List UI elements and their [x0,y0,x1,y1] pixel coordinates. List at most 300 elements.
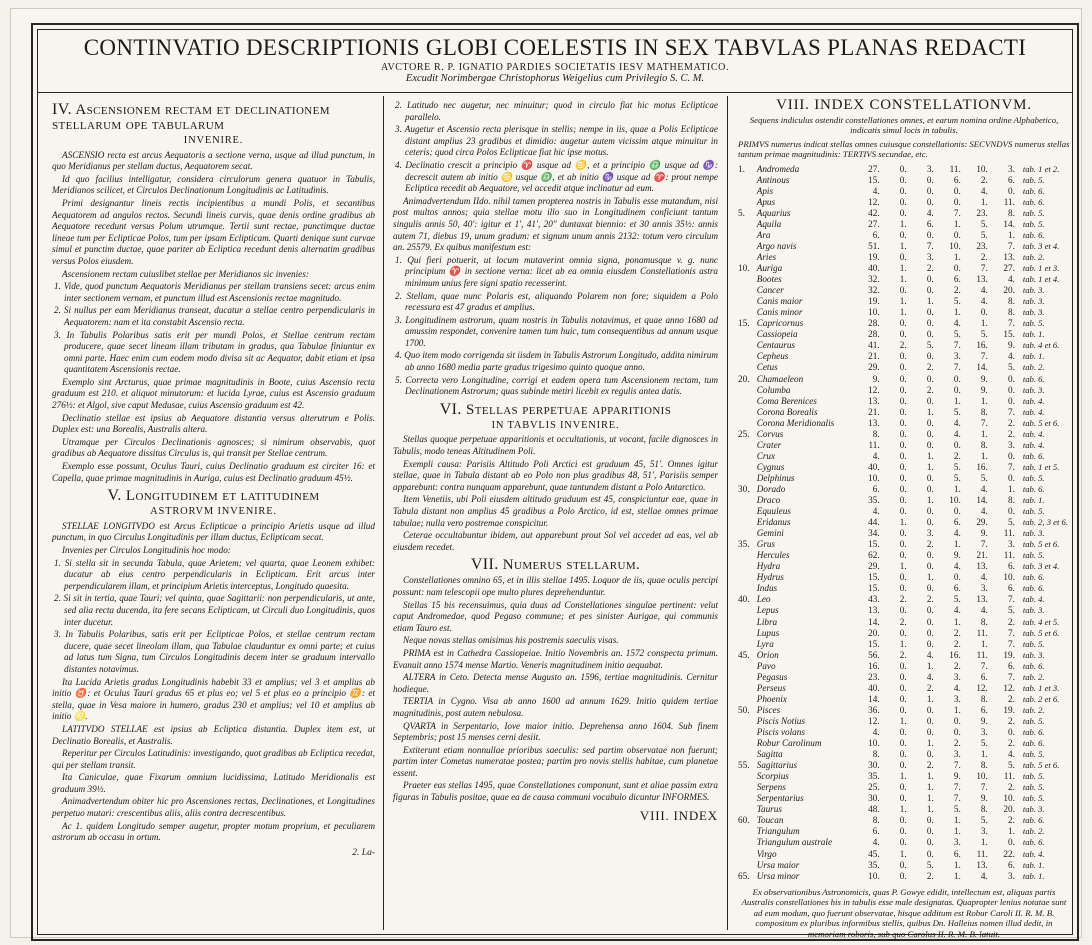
list-item: 1. Qui fieri potuerit, ut locum mutaverint omnia signa, ponamusque v. g. nunc principium ♈ in sectione verna: licet ab ea omnia eiusdem Constellationis astra minimum unius fere signi spatio recesserint. [395,254,718,288]
first-magnitude: 1. [899,240,907,251]
fifth-magnitude: 1. [1007,483,1015,494]
third-magnitude: 5. [953,804,961,815]
first-magnitude: 0. [899,782,907,793]
second-magnitude: 7. [926,240,934,251]
table-reference: tab. 2. [1022,671,1045,682]
second-magnitude: 1. [926,693,934,704]
row-number [738,639,757,650]
fourth-magnitude: 1. [980,837,988,848]
first-magnitude: 0. [899,583,907,594]
second-magnitude: 1. [926,738,934,749]
first-magnitude: 1. [899,638,907,649]
total-stars: 12. [868,715,880,726]
table-reference: tab. 5 et 6. [1022,539,1060,550]
total-stars: 42. [868,207,880,218]
section-6-number: VI. [439,400,462,418]
table-row [738,594,1070,605]
third-magnitude: 1. [953,870,961,881]
table-row [738,628,1070,639]
table-reference: tab. 3. [1022,528,1045,539]
first-magnitude: 0. [899,384,907,395]
row-number [738,230,757,241]
constellation-name: Apis [756,185,774,196]
table-reference: tab. 6. [1022,837,1045,848]
first-magnitude: 0. [899,472,907,483]
second-magnitude: 0. [926,704,934,715]
second-magnitude: 0. [926,727,934,737]
constellation-table [738,164,1070,882]
paragraph: Constellationes omnino 65, et in illis stellae 1495. Loquor de iis, quae oculis percipi possunt: nam telescopii ope multo plures deprehenduntur. [393,575,718,597]
section-7-title: Numerus stellarum. [502,557,641,574]
first-magnitude: 0. [899,749,907,760]
table-reference: tab. 6. [1022,572,1045,583]
second-magnitude: 2. [926,760,934,771]
third-magnitude: 4. [953,318,961,329]
fifth-magnitude: 8. [1007,296,1015,307]
table-row [738,208,1070,219]
fifth-magnitude: 3. [1007,439,1015,450]
constellation-name: Gemini [756,528,784,539]
fourth-magnitude: 0. [980,307,988,318]
section-5-number: V. [107,487,122,505]
table-reference: tab. 4 et 6. [1022,340,1060,351]
third-magnitude: 5. [953,472,961,483]
fifth-magnitude: 2. [1007,715,1015,726]
third-magnitude: 1. [953,539,961,550]
table-reference: tab. 6. [1022,483,1045,494]
third-magnitude: 2. [953,627,961,638]
table-reference: tab. 5. [1022,638,1045,649]
constellation-name: Apus [756,196,776,207]
row-number [738,550,757,561]
total-stars: 27. [868,218,880,229]
section-5-paragraphs [52,521,375,557]
table-reference: tab. 6. [1022,373,1045,384]
row-number: 15. [738,318,750,329]
third-magnitude: 7. [953,760,961,771]
list-item: 1. Si stella sit in secunda Tabula, quae Arietem; vel quarta, quae Leonem exhibet: ducatur ab eius centro perpendicularis in Eclipticam. Erit arcus inter perpendicularem illam, et principium Arietis interceptus, Longitudo quaesita. [54,557,375,591]
total-stars: 4. [872,185,880,196]
fifth-magnitude: 4. [1007,274,1015,285]
table-row [738,683,1070,694]
fourth-magnitude: 13. [976,594,988,605]
second-magnitude: 5. [926,859,934,870]
second-magnitude: 0. [926,837,934,848]
fourth-magnitude: 1. [980,749,988,760]
table-row [738,528,1070,539]
total-stars: 15. [868,572,880,583]
fourth-magnitude: 16. [976,340,988,351]
fourth-magnitude: 9. [980,528,988,539]
fourth-magnitude: 3. [980,826,988,837]
first-magnitude: 0. [899,837,907,848]
constellation-name: Antinous [756,174,790,185]
row-number [738,340,757,351]
table-reference: tab. 5 et 6. [1022,627,1060,638]
table-row [738,727,1070,738]
header [38,30,1072,93]
third-magnitude: 4. [953,428,961,439]
table-row [738,440,1070,451]
table-reference: tab. 1. [1022,859,1045,870]
third-magnitude: 3. [953,749,961,760]
second-magnitude: 3. [926,528,934,539]
constellation-name: Indus [756,583,778,594]
first-magnitude: 0. [899,793,907,804]
table-row [738,550,1070,561]
table-reference: tab. 2. [1022,362,1045,373]
table-reference: tab. 4. [1022,848,1045,859]
first-magnitude: 1. [899,274,907,285]
total-stars: 43. [868,594,880,605]
fifth-magnitude: 0. [1007,450,1015,461]
constellation-name: Aquarius [756,207,791,218]
fourth-magnitude: 11. [976,649,988,660]
table-row [738,539,1070,550]
total-stars: 6. [872,483,880,494]
fourth-magnitude: 9. [980,384,988,395]
constellation-name: Taurus [756,804,782,815]
fourth-magnitude: 11. [976,848,988,859]
constellation-name: Robur Carolinum [756,738,822,749]
second-magnitude: 0. [926,395,934,406]
fifth-magnitude: 2. [1007,616,1015,627]
fourth-magnitude: 14. [976,495,988,506]
row-number [738,605,757,616]
section-5-title: Longitudinem et latitudinem [125,488,320,505]
table-reference: tab. 5. [1022,506,1045,517]
fifth-magnitude: 11. [1003,550,1015,561]
fifth-magnitude: 2. [1007,693,1015,704]
fifth-magnitude: 0. [1007,472,1015,483]
table-reference: tab. 2. [1022,826,1045,837]
section-4-title: Ascensionem rectam et declinationem stellarum ope tabularum [52,102,330,133]
paragraph: PRIMA est in Cathedra Cassiopeiae. Initio Novembris an. 1572 conspecta primum. Evanuit anno 1574 mense Martio. Veneris magnitudinem initio aequabat. [393,647,718,670]
fourth-magnitude: 9. [980,373,988,384]
table-reference: tab. 4. [1022,439,1045,450]
section-4-number: IV. [52,101,73,118]
fourth-magnitude: 7. [980,660,988,671]
first-magnitude: 0. [899,428,907,439]
second-magnitude: 5. [926,340,934,351]
total-stars: 13. [868,395,880,406]
fourth-magnitude: 13. [976,859,988,870]
list-item: 1. Vide, quod punctum Aequatoris Meridianus per stellam transiens secet: arcus enim inter sectionem vernam, et punctum illud est Ascensionis rectae magnitudo. [54,281,375,303]
table-reference: tab. 3. [1022,804,1045,815]
third-magnitude: 7. [953,793,961,804]
total-stars: 21. [868,351,880,362]
page-title: CONTINVATIO DESCRIPTIONIS GLOBI COELESTIS IN SEX TABVLAS PLANAS REDACTI [83,35,1027,60]
fifth-magnitude: 7. [1007,240,1015,251]
total-stars: 29. [868,561,880,572]
constellation-name: Scorpius [756,771,789,782]
paragraph: Utramque per Circulos Declinationis agnosces; si nimirum observabis, quot gradibus ab Aequatore dissitus Circulus is, qui transit per Stellae centrum. [52,436,375,459]
second-magnitude: 0. [926,749,934,760]
second-magnitude: 1. [926,450,934,461]
constellation-name: Hydra [756,561,781,572]
constellation-name: Ursa maior [756,859,800,870]
table-row [738,429,1070,440]
table-row [738,362,1070,373]
row-number: 20. [738,373,750,384]
table-row [738,307,1070,318]
second-magnitude: 2. [926,263,934,274]
second-magnitude: 0. [926,174,934,185]
first-magnitude: 2. [899,616,907,627]
table-row [738,860,1070,871]
column-3 [728,96,1078,940]
row-number [738,186,757,197]
total-stars: 10. [868,472,880,483]
table-row [738,484,1070,495]
first-magnitude: 1. [899,517,907,528]
total-stars: 10. [868,307,880,318]
constellation-name: Grus [756,539,776,550]
third-magnitude: 6. [953,848,961,859]
third-magnitude: 0. [953,185,961,196]
constellation-name: Cepheus [756,351,789,362]
total-stars: 62. [868,550,880,561]
paragraph: STELLAE LONGITVDO est Arcus Eclipticae a principio Arietis usque ad illud punctum, in quo Circulus Longitudinis per illam ductus, Eclipticam secat. [52,520,375,543]
first-magnitude: 1. [899,296,907,307]
second-magnitude: 0. [926,417,934,428]
table-reference: tab. 5. [1022,793,1045,804]
table-reference: tab. 6. [1022,229,1045,240]
fourth-magnitude: 8. [980,693,988,704]
table-reference: tab. 5. [1022,318,1045,329]
row-number [738,860,757,871]
table-reference: tab. 5. [1022,472,1045,483]
third-magnitude: 6. [953,274,961,285]
fourth-magnitude: 7. [980,539,988,550]
fifth-magnitude: 7. [1007,406,1015,417]
total-stars: 29. [868,362,880,373]
total-stars: 12. [868,196,880,207]
fourth-magnitude: 8. [980,804,988,815]
row-number: 65. [738,870,750,881]
row-number [738,793,757,804]
third-magnitude: 6. [953,517,961,528]
total-stars: 8. [872,815,880,826]
table-reference: tab. 3 et 4. [1022,240,1060,251]
total-stars: 4. [872,450,880,461]
table-row [738,385,1070,396]
constellation-name: Lyra [756,638,774,649]
third-magnitude: 0. [953,384,961,395]
constellation-name: Eridanus [756,517,791,528]
total-stars: 56. [868,649,880,660]
second-magnitude: 0. [926,583,934,594]
fourth-magnitude: 29. [976,517,988,528]
second-magnitude: 0. [926,815,934,826]
fifth-magnitude: 11. [1003,528,1015,539]
paragraph: Id quo facilius intelligatur, considera circulorum genera quatuor in Tabulis, Meridianos scilicet, et Circulos Declinationum Longitudinis ac Latitudinis. [52,173,375,196]
fifth-magnitude: 20. [1003,804,1015,815]
first-magnitude: 0. [899,174,907,185]
fifth-magnitude: 7. [1007,318,1015,329]
row-number: 1. [738,163,745,174]
total-stars: 14. [868,616,880,627]
third-magnitude: 2. [953,660,961,671]
section-7-heading [393,557,718,573]
constellation-name: Equuleus [756,506,791,517]
row-number [738,219,757,230]
second-magnitude: 0. [926,483,934,494]
table-row [738,650,1070,661]
list-item: 4. Declinatio crescit a principio ♈ usque ad ♋, et a principio ♎ usque ad ♑: decrescit autem ab initio ♋ usque ♎, et ab initio ♑ usque ad ♈: prout nempe Ecliptica recedit ab Aequatore, vel accedit atque inclinatur ad eum. [395,159,718,194]
fourth-magnitude: 3. [980,583,988,594]
third-magnitude: 1. [953,859,961,870]
table-reference: tab. 5. [1022,782,1045,793]
total-stars: 13. [868,605,880,616]
third-magnitude: 0. [953,506,961,517]
list-item: 2. Stellam, quae nunc Polaris est, aliquando Polarem non fore; siquidem a Polo recessura est 47 gradus et amplius. [395,290,718,313]
constellation-name: Bootes [756,274,782,285]
constellation-name: Triangulum [756,826,800,837]
constellation-name: Auriga [756,263,783,274]
fourth-magnitude: 3. [980,727,988,737]
constellation-name: Lepus [756,605,779,616]
constellation-name: Canis maior [756,296,803,307]
second-magnitude: 0. [926,627,934,638]
paragraph: LATITVDO STELLAE est ipsius ab Ecliptica distantia. Duplex item est, ut Declinatio Borealis, et Australis. [52,723,375,746]
paragraph: Declinatio stellae est ipsius ab Aequatore distantia versus alterutrum e Polis. Duplex est: una Borealis, Australis altera. [52,412,375,435]
fifth-magnitude: 7. [1007,594,1015,605]
total-stars: 35. [868,495,880,506]
table-row [738,749,1070,760]
fourth-magnitude: 1. [980,428,988,439]
paragraph: Exemplo sint Arcturus, quae primae magnitudinis in Boote, cuius Ascensio recta graduum est 210. et aliquot minutorum: et lucida Lyrae, cuius est Ascensio graduum 276½: et Algol, sive caput Medusae, cuius Ascensio graduum est 42. [52,376,375,411]
table-row [738,241,1070,252]
table-reference: tab. 1 et 2. [1022,163,1060,174]
fourth-magnitude: 5. [980,472,988,483]
list-item: 5. Correcta vero Longitudine, corrigi et eadem opera tum Ascensionem rectam, tum Declinationem Astrorum; quas subinde metiri licebit ex regulis antea datis. [395,374,718,397]
third-magnitude: 9. [953,771,961,782]
third-magnitude: 1. [953,218,961,229]
third-magnitude: 0. [953,727,961,737]
table-row [738,274,1070,285]
paragraph: Animadvertendum IIdo. nihil tamen propterea nostris in Tabulis esse mutandum, nisi post multos annos; quia stellae motu illo suo in Longitudinem conficiunt tantum singulis annis 50, 40': igitur et 1', 41', 20" duntaxat biennio: et 30 annis 35½: annis autem 71, diebus 19, unum gradum: et signum unum annis 2132: totum vero circulum an. 25579. Ex quibus manifestum est: [393,195,718,253]
row-number [738,617,757,628]
second-magnitude: 2. [926,682,934,693]
first-magnitude: 0. [899,406,907,417]
paragraph: TERTIA in Cygno. Visa ab anno 1600 ad annum 1629. Initio quidem tertiae magnitudinis, post autem nebulosa. [393,696,718,718]
third-magnitude: 0. [953,263,961,274]
second-magnitude: 0. [926,318,934,329]
row-number: 35. [738,539,750,550]
fifth-magnitude: 0. [1007,395,1015,406]
index-intro: Sequens indiculus ostendit constellationes omnes, et earum nomina ordine Alphabetico, indicatis simul locis in tabulis. [749,114,1059,136]
row-number [738,583,757,594]
paragraph: Exemplo esse possunt, Oculus Tauri, cuius Declinatio graduum est circiter 16: et Capella, quae primae magnitudinis in Auriga, cuius est Declinatio graduum 45½. [52,461,375,483]
second-magnitude: 0. [926,616,934,627]
table-row [738,639,1070,650]
animadversion-paragraphs [393,196,718,254]
table-reference: tab. 3 et 4. [1022,561,1060,572]
section-4-paragraphs-2 [52,377,375,484]
total-stars: 40. [868,682,880,693]
fourth-magnitude: 1. [980,318,988,329]
row-number [738,849,757,860]
second-magnitude: 0. [926,605,934,616]
section-6-heading [393,402,718,418]
fifth-magnitude: 6. [1007,859,1015,870]
fifth-magnitude: 12. [1003,682,1015,693]
map-sheet [10,8,1082,938]
total-stars: 23. [868,671,880,682]
column-1 [44,96,384,930]
row-number [738,661,757,672]
fifth-magnitude: 9. [1007,340,1015,351]
row-number [738,440,757,451]
paragraph: Invenies per Circulos Longitudinis hoc modo: [62,545,231,555]
table-row [738,285,1070,296]
fifth-magnitude: 0. [1007,837,1015,848]
first-magnitude: 2. [899,340,907,351]
third-magnitude: 6. [953,583,961,594]
constellation-name: Orion [756,649,779,660]
second-magnitude: 0. [926,561,934,572]
constellation-name: Andromeda [756,163,800,174]
table-reference: tab. 5. [1022,715,1045,726]
fourth-magnitude: 5. [980,815,988,826]
table-reference: tab. 2. [1022,704,1045,715]
list-item: 2. Si nullus per eam Meridianus transeat, ducatur a stellae centro perpendicularis in Aequatorem: nam et ita constabit Ascensio recta. [54,305,375,327]
first-magnitude: 0. [899,163,907,174]
third-magnitude: 5. [953,296,961,307]
row-number [738,572,757,583]
third-magnitude: 2. [953,638,961,649]
first-magnitude: 2. [899,649,907,660]
fourth-magnitude: 1. [980,638,988,649]
third-magnitude: 1. [953,395,961,406]
third-magnitude: 1. [953,307,961,318]
fifth-magnitude: 7. [1007,638,1015,649]
first-magnitude: 0. [899,185,907,196]
fourth-magnitude: 9. [980,715,988,726]
fifth-magnitude: 10. [1003,793,1015,804]
total-stars: 16. [868,660,880,671]
table-row [738,871,1070,882]
fifth-magnitude: 6. [1007,660,1015,671]
table-reference: tab. 3. [1022,285,1045,296]
paragraph: Stellas quoque perpetuae apparitionis et occultationis, ut vocant, facile dignosces in Tabulis, modo teneas Altitudinem Poli. [393,434,718,457]
fifth-magnitude: 20. [1003,285,1015,296]
fourth-magnitude: 11. [976,627,988,638]
table-reference: tab. 3. [1022,384,1045,395]
second-magnitude: 1. [926,406,934,417]
second-magnitude: 0. [926,329,934,340]
second-magnitude: 1. [926,782,934,793]
table-row [738,197,1070,208]
fifth-magnitude: 2. [1007,815,1015,826]
fourth-magnitude: 5. [980,229,988,240]
page-frame-inner [37,29,1073,940]
constellation-name: Draco [756,495,781,506]
row-number [738,694,757,705]
fourth-magnitude: 2. [980,251,988,262]
table-reference: tab. 2, 3 et 6. [1022,517,1068,528]
table-reference: tab. 4. [1022,594,1045,605]
table-reference: tab. 3. [1022,307,1045,318]
row-number [738,175,757,186]
first-magnitude: 1. [899,771,907,782]
third-magnitude: 1. [953,826,961,837]
constellation-name: Argo navis [756,240,797,251]
constellation-name: Canis minor [756,307,803,318]
total-stars: 19. [868,251,880,262]
table-row [738,561,1070,572]
